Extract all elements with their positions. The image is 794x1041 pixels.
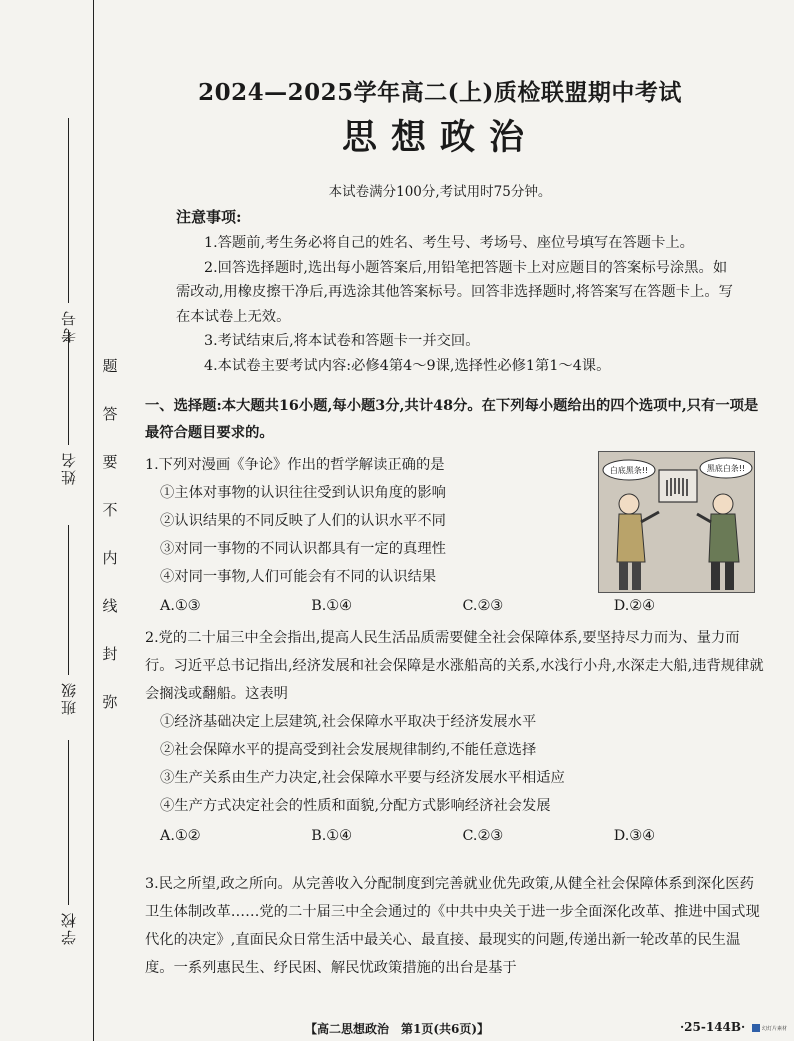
school-label: 学校: [59, 911, 78, 945]
question-2: [145, 624, 765, 850]
field-class: [50, 525, 86, 715]
exam-info: 本试卷满分100分,考试用时75分钟。: [328, 184, 552, 200]
watermark: [752, 1024, 787, 1032]
binding-line: [93, 0, 94, 1041]
choice-b[interactable]: B.①④: [311, 828, 352, 844]
note-item: 2.回答选择题时,选出每小题答案后,用铅笔把答题卡上对应题目的答案标号涂黑。如需改动,用橡皮擦干净后,再选涂其他答案标号。回答非选择题时,将答案写在答题卡上。写在本试卷上无效。: [176, 259, 733, 325]
section-heading: 一、选择题:本大题共16小题,每小题3分,共计48分。在下列每小题给出的四个选项中,只有一项是最符合题目要求的。: [145, 398, 759, 441]
field-school: [50, 740, 86, 945]
option: ①主体对事物的认识往往受到认识角度的影响: [160, 485, 446, 501]
choice-b[interactable]: B.①④: [311, 598, 352, 614]
seal-char: 不: [102, 501, 118, 519]
option: ③生产关系由生产力决定,社会保障水平要与经济发展水平相适应: [160, 770, 565, 786]
school-blank[interactable]: [68, 740, 69, 905]
option: ③对同一事物的不同认识都具有一定的真理性: [160, 541, 446, 557]
choice-c[interactable]: C.②③: [462, 828, 504, 844]
exam-number-label: 考号: [59, 309, 78, 343]
exam-title: 2024—2025学年高二(上)质检联盟期中考试: [198, 79, 682, 106]
question-1-choices: [145, 592, 765, 620]
class-label: 班级: [59, 681, 78, 715]
right-bubble-text: 黑底白条!!: [706, 464, 746, 473]
paper-code: ·25-144B·: [680, 1020, 746, 1034]
seal-char: 封: [102, 645, 118, 663]
watermark-text: 幻灯片素材: [762, 1025, 788, 1032]
watermark-logo-icon: [752, 1024, 760, 1032]
choice-a[interactable]: A.①③: [160, 598, 201, 614]
choice-d[interactable]: D.②④: [613, 598, 655, 614]
cartoon-illustration: [599, 452, 754, 592]
field-name: [50, 330, 86, 485]
question-stem: 1.下列对漫画《争论》作出的哲学解读正确的是: [145, 457, 445, 473]
exam-number-blank[interactable]: [68, 118, 69, 303]
page-footer: 【高二思想政治 第1页(共6页)】: [304, 1022, 490, 1036]
option: ④生产方式决定社会的性质和面貌,分配方式影响经济社会发展: [160, 798, 551, 814]
choice-c[interactable]: C.②③: [462, 598, 504, 614]
choice-d[interactable]: D.③④: [613, 828, 655, 844]
seal-char: 内: [102, 549, 118, 567]
choice-a[interactable]: A.①②: [160, 828, 201, 844]
cartoon-debate: [598, 451, 755, 593]
note-item: 4.本试卷主要考试内容:必修4第4～9课,选择性必修1第1～4课。: [204, 357, 611, 374]
seal-warning: [99, 355, 121, 739]
seal-char: 答: [102, 405, 118, 423]
note-item: 1.答题前,考生务必将自己的姓名、考生号、考场号、座位号填写在答题卡上。: [204, 235, 694, 251]
seal-char: 线: [102, 597, 118, 615]
field-exam-number: [50, 118, 86, 343]
question-1: [145, 451, 595, 591]
left-bubble-text: 白底黑条!!: [609, 466, 649, 475]
subject-title: 思想政治: [341, 117, 538, 158]
name-label: 姓名: [59, 451, 78, 485]
class-blank[interactable]: [68, 525, 69, 675]
option: ①经济基础决定上层建筑,社会保障水平取决于经济发展水平: [160, 714, 537, 730]
question-stem: 3.民之所望,政之所向。从完善收入分配制度到完善就业优先政策,从健全社会保障体系到深化医药卫生体制改革……党的二十届三中全会通过的《中共中央关于进一步全面深化改革、推进中国式现代化的决定》,直面民众日常生活中最关心、最直接、最现实的问题,传递出新一轮改革的民生温度。一系列惠民生、纾民困、解民忧政策措施的出台是基于: [145, 876, 760, 976]
seal-char: 要: [102, 453, 118, 471]
notes-heading: 注意事项:: [176, 208, 242, 226]
option: ④对同一事物,人们可能会有不同的认识结果: [160, 569, 437, 585]
option: ②认识结果的不同反映了人们的认识水平不同: [160, 513, 446, 529]
note-item: 3.考试结束后,将本试卷和答题卡一并交回。: [204, 333, 480, 349]
option: ②社会保障水平的提高受到社会发展规律制约,不能任意选择: [160, 742, 537, 758]
name-blank[interactable]: [68, 330, 69, 445]
seal-char: 弥: [102, 693, 118, 711]
question-stem: 2.党的二十届三中全会指出,提高人民生活品质需要健全社会保障体系,要坚持尽力而为、量力而行。习近平总书记指出,经济发展和社会保障是水涨船高的关系,水浅行小舟,水深走大船,违背规律就会搁浅或翻船。这表明: [145, 630, 764, 702]
question-3: [145, 870, 765, 982]
notes-list: [176, 231, 736, 378]
seal-char: 题: [102, 357, 118, 375]
